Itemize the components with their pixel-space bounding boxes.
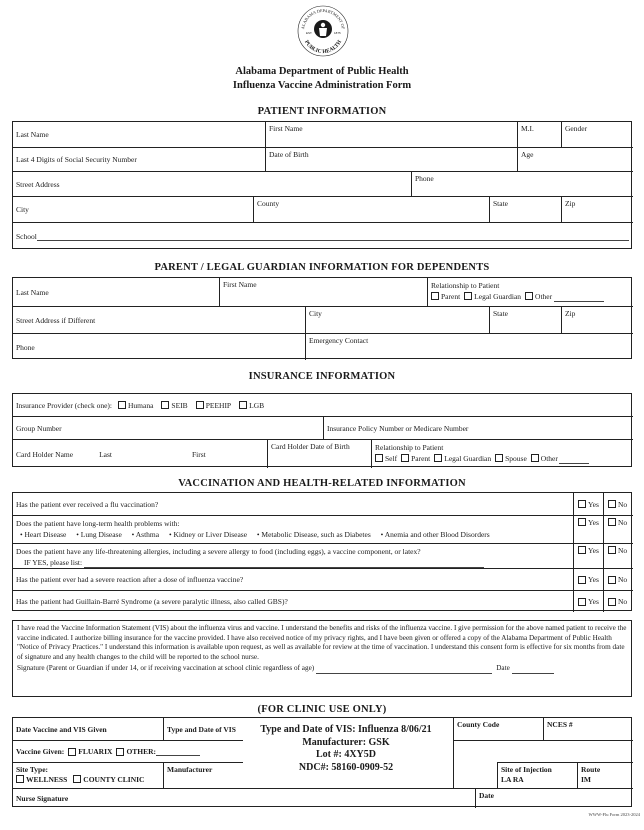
label: FLUARIX	[78, 747, 113, 756]
label: Last	[99, 449, 112, 459]
q1-no[interactable]	[603, 493, 633, 515]
label: OTHER:	[126, 747, 157, 756]
label: Zip	[565, 199, 576, 208]
relationship-options	[431, 291, 630, 302]
label: Yes	[588, 575, 599, 584]
guardian-state-field[interactable]	[489, 306, 561, 333]
question-severe-reaction	[13, 568, 573, 590]
stamp-vis-line: Type and Date of VIS: Influenza 8/06/21	[260, 724, 432, 735]
checkbox-peehip[interactable]	[196, 401, 204, 409]
patient-gender-field[interactable]	[561, 122, 633, 147]
guardian-relationship-field	[427, 278, 633, 306]
label: Emergency Contact	[309, 336, 369, 345]
clinic-date-field[interactable]	[475, 788, 633, 808]
clinic-section-title: (FOR CLINIC USE ONLY)	[257, 704, 387, 715]
card-holder-relationship-field	[371, 439, 633, 468]
nurse-signature-field[interactable]	[13, 788, 475, 808]
checkbox-county-clinic[interactable]	[73, 775, 81, 783]
checkbox-spouse[interactable]	[495, 454, 503, 462]
clinic-spacer	[453, 762, 497, 788]
label: Phone	[16, 342, 35, 352]
label: State	[493, 309, 508, 318]
checkbox-wellness[interactable]	[16, 775, 24, 783]
checkbox-no[interactable]	[608, 546, 616, 554]
guardian-info-grid	[12, 277, 632, 359]
guardian-phone-field[interactable]	[13, 333, 305, 360]
checkbox-yes[interactable]	[578, 518, 586, 526]
manufacturer-field[interactable]	[163, 762, 243, 788]
other-line	[554, 294, 604, 302]
label: Other	[535, 292, 553, 301]
patient-info-grid	[12, 121, 632, 249]
label: Last Name	[16, 130, 49, 139]
label: Zip	[565, 309, 576, 318]
label: Date of Birth	[269, 150, 309, 159]
svg-text:ALABAMA DEPARTMENT OF: ALABAMA DEPARTMENT OF	[300, 7, 346, 30]
patient-dob-field[interactable]	[265, 147, 517, 171]
condition-item: • Metabolic Disease, such as Diabetes	[256, 530, 371, 539]
nces-field[interactable]	[543, 718, 633, 740]
q5-no[interactable]	[603, 590, 633, 612]
label: Card Holder Name	[16, 449, 74, 459]
label: M.I.	[521, 124, 534, 133]
q2-no[interactable]	[603, 515, 633, 543]
svg-text:PUBLIC HEALTH: PUBLIC HEALTH	[303, 39, 343, 56]
provider-seib-label: SEIB	[171, 400, 188, 410]
label: Legal Guardian	[474, 292, 522, 301]
label: Legal Guardian	[444, 454, 492, 463]
q3-no[interactable]	[603, 543, 633, 568]
site-of-injection-field[interactable]	[497, 762, 577, 788]
label: Manufacturer	[167, 765, 213, 774]
consent-text: I have read the Vaccine Information Statement (VIS) about the influenza virus and vaccine. I understand the benefits and risks of the influenza vaccine. I give permission for the above named patient to receive the vaccine indicated. I authorize billing insurance for the vaccine provided. I have also received notice of my privacy rights, and I have been given or offered a copy of the Alabama Department of Public Health "Notice of Privacy Practices." I understand this information is available upon request, as well as available for review at the time of vaccination. I understand this consent form is effective for six months from date of signature and any health changes to the child will be reported to the school nurse.	[17, 624, 627, 661]
label: No	[618, 518, 628, 527]
label: Group Number	[16, 423, 62, 433]
label: Has the patient had Guillain-Barré Syndrome (a severe paralytic illness, also called GBS)?	[16, 597, 288, 606]
stamp-lot-line: Lot #: 4XY5D	[316, 749, 376, 760]
relationship-options	[375, 453, 630, 464]
provider-humana-label: Humana	[128, 400, 154, 410]
checkbox-yes[interactable]	[578, 500, 586, 508]
q2-yes[interactable]	[573, 515, 603, 543]
q1-yes[interactable]	[573, 493, 603, 515]
clinic-blank-field[interactable]	[453, 740, 633, 762]
label: Yes	[588, 597, 599, 606]
guardian-zip-field[interactable]	[561, 306, 633, 333]
vaccine-given-row	[13, 740, 243, 762]
label: Street Address	[16, 179, 60, 189]
site-type-options	[16, 775, 160, 785]
condition-item: • Heart Disease	[20, 530, 67, 539]
guardian-section-title: PARENT / LEGAL GUARDIAN INFORMATION FOR DEPENDENTS	[154, 262, 490, 273]
checkbox-no[interactable]	[608, 500, 616, 508]
insurance-section-title: INSURANCE INFORMATION	[248, 371, 396, 382]
health-conditions-list	[16, 529, 570, 540]
insurance-group-number-field[interactable]	[13, 416, 323, 439]
insurance-policy-number-field[interactable]	[323, 416, 633, 439]
label: Relationship to Patient	[375, 443, 444, 452]
signature-row	[17, 664, 627, 674]
checkbox-self[interactable]	[375, 454, 383, 462]
label: County	[257, 199, 280, 208]
condition-item: • Lung Disease	[76, 530, 122, 539]
form-number: WWW-Flu Form 2023-2024	[588, 812, 640, 817]
signature-line[interactable]	[316, 666, 492, 674]
label: Nurse Signature	[16, 794, 69, 803]
label: Relationship to Patient	[431, 281, 500, 290]
patient-phone-field[interactable]	[411, 171, 633, 196]
label: Insurance Policy Number or Medicare Number	[327, 423, 469, 433]
checkbox-no[interactable]	[608, 598, 616, 606]
checkbox-legal-guardian[interactable]	[464, 292, 472, 300]
insurance-info-grid	[12, 393, 632, 467]
label: WELLNESS	[26, 775, 68, 784]
checkbox-yes[interactable]	[578, 598, 586, 606]
checkbox-legal-guardian[interactable]	[434, 454, 442, 462]
checkbox-yes[interactable]	[578, 546, 586, 554]
patient-school-field[interactable]	[13, 222, 633, 250]
label: Has the patient ever had a severe reaction after a dose of influenza vaccine?	[16, 575, 244, 584]
school-line	[37, 233, 629, 241]
label: Has the patient ever received a flu vaccination?	[16, 499, 159, 509]
label: Other	[540, 454, 558, 463]
q4-yes[interactable]	[573, 568, 603, 590]
label: Signature (Parent or Guardian if under 14, or if receiving vaccination at school clinic regardless of age)	[17, 664, 315, 673]
vis-stamp	[241, 724, 451, 774]
q5-yes[interactable]	[573, 590, 603, 612]
svg-text:EST.: EST.	[306, 31, 313, 35]
org-name: Alabama Department of Public Health	[235, 66, 409, 77]
condition-item: • Asthma	[131, 530, 160, 539]
site-type-field	[13, 762, 163, 788]
label: Date Vaccine and VIS Given	[16, 724, 107, 734]
checkbox-other[interactable]	[531, 454, 539, 462]
guardian-city-field[interactable]	[305, 306, 489, 333]
patient-city-field[interactable]	[13, 196, 253, 222]
label: Yes	[588, 546, 599, 555]
question-flu-vaccination	[13, 493, 573, 515]
checkbox-other[interactable]	[116, 748, 124, 756]
label: No	[618, 499, 628, 509]
vaccination-questions-grid	[12, 492, 632, 611]
card-holder-dob-field[interactable]	[267, 439, 371, 468]
label: Last Name	[16, 287, 49, 297]
date-line[interactable]	[512, 666, 554, 674]
label: Age	[521, 150, 534, 159]
label: Type and Date of VIS	[167, 724, 236, 734]
label: First Name	[223, 280, 257, 289]
label: Spouse	[505, 454, 527, 463]
label: Site Type:	[16, 765, 49, 774]
label: Insurance Provider (check one):	[16, 400, 112, 410]
adph-seal-logo	[296, 4, 350, 58]
svg-text:1875: 1875	[334, 31, 341, 35]
label: Vaccine Given:	[16, 747, 65, 756]
label: Site of Injection	[501, 765, 552, 774]
date-vaccine-vis-given-field[interactable]	[13, 718, 163, 740]
label: IF YES, please list:	[24, 558, 83, 567]
label: First	[192, 449, 206, 459]
patient-state-field[interactable]	[489, 196, 561, 222]
label: Route	[581, 765, 601, 774]
label: Gender	[565, 124, 588, 133]
q4-no[interactable]	[603, 568, 633, 590]
question-gbs	[13, 590, 573, 612]
patient-zip-field[interactable]	[561, 196, 633, 222]
insurance-provider-row	[13, 394, 633, 416]
label: No	[618, 597, 628, 606]
checkbox-lgb[interactable]	[239, 401, 247, 409]
question-allergies	[13, 543, 573, 568]
consent-box	[12, 620, 632, 697]
clinic-use-grid	[12, 717, 632, 807]
card-holder-name-field[interactable]	[13, 439, 267, 468]
label: Self	[385, 454, 398, 463]
vaccination-section-title: VACCINATION AND HEALTH-RELATED INFORMATION	[178, 478, 466, 489]
stamp-manufacturer-line: Manufacturer: GSK	[302, 736, 390, 748]
label: Does the patient have long-term health problems with:	[16, 519, 180, 528]
condition-item: • Anemia and other Blood Disorders	[380, 530, 490, 539]
q3-yes[interactable]	[573, 543, 603, 568]
type-date-vis-field[interactable]	[163, 718, 243, 740]
checkbox-other[interactable]	[525, 292, 533, 300]
label: Phone	[415, 174, 434, 183]
label: First Name	[269, 124, 303, 133]
patient-county-field[interactable]	[253, 196, 489, 222]
route-value: IM	[581, 775, 591, 784]
checkbox-yes[interactable]	[578, 576, 586, 584]
label: City	[16, 205, 29, 214]
label: No	[618, 575, 628, 584]
checkbox-no[interactable]	[608, 518, 616, 526]
patient-age-field[interactable]	[517, 147, 633, 171]
label: Date	[479, 791, 494, 800]
guardian-street-field[interactable]	[13, 306, 305, 333]
label: City	[309, 309, 322, 318]
checkbox-humana[interactable]	[118, 401, 126, 409]
form-title: Influenza Vaccine Administration Form	[232, 80, 412, 91]
allergy-list-row[interactable]	[16, 557, 570, 568]
question-long-term-health	[13, 515, 573, 543]
checkbox-no[interactable]	[608, 576, 616, 584]
label: Card Holder Date of Birth	[271, 442, 350, 451]
label: Last 4 Digits of Social Security Number	[16, 155, 137, 164]
label: COUNTY CLINIC	[83, 775, 145, 784]
other-line	[156, 748, 200, 756]
provider-lgb-label: LGB	[249, 400, 265, 410]
patient-ssn4-field[interactable]	[13, 147, 265, 171]
stamp-ndc-line: NDC#: 58160-0909-52	[298, 761, 394, 773]
label: No	[618, 546, 628, 555]
checkbox-fluarix[interactable]	[68, 748, 76, 756]
provider-peehip-label: PEEHIP	[205, 400, 232, 410]
patient-section-title: PATIENT INFORMATION	[257, 106, 387, 117]
route-field[interactable]	[577, 762, 633, 788]
checkbox-seib[interactable]	[161, 401, 169, 409]
label: NCES #	[547, 720, 573, 729]
other-line	[559, 456, 589, 464]
label: Yes	[588, 518, 599, 527]
guardian-emergency-field[interactable]	[305, 333, 633, 360]
label: Parent	[441, 292, 461, 301]
allergy-line	[84, 560, 484, 568]
patient-last-name-field[interactable]	[13, 122, 265, 147]
patient-first-name-field[interactable]	[265, 122, 517, 147]
label: Parent	[411, 454, 431, 463]
guardian-last-name-field[interactable]	[13, 278, 219, 306]
site-values: LA RA	[501, 775, 524, 784]
checkbox-parent[interactable]	[431, 292, 439, 300]
patient-mi-field[interactable]	[517, 122, 561, 147]
label: County Code	[457, 720, 500, 729]
checkbox-parent[interactable]	[401, 454, 409, 462]
label: School	[16, 232, 37, 241]
county-code-field[interactable]	[453, 718, 543, 740]
guardian-first-name-field[interactable]	[219, 278, 427, 306]
label: Date	[496, 664, 510, 673]
label: Does the patient have any life-threatening allergies, including a severe allergy to food (including eggs), a vaccine component, or latex?	[16, 547, 421, 556]
label: State	[493, 199, 508, 208]
patient-street-field[interactable]	[13, 171, 411, 196]
label: Street Address if Different	[16, 315, 96, 325]
condition-item: • Kidney or Liver Disease	[168, 530, 248, 539]
label: Yes	[588, 499, 599, 509]
